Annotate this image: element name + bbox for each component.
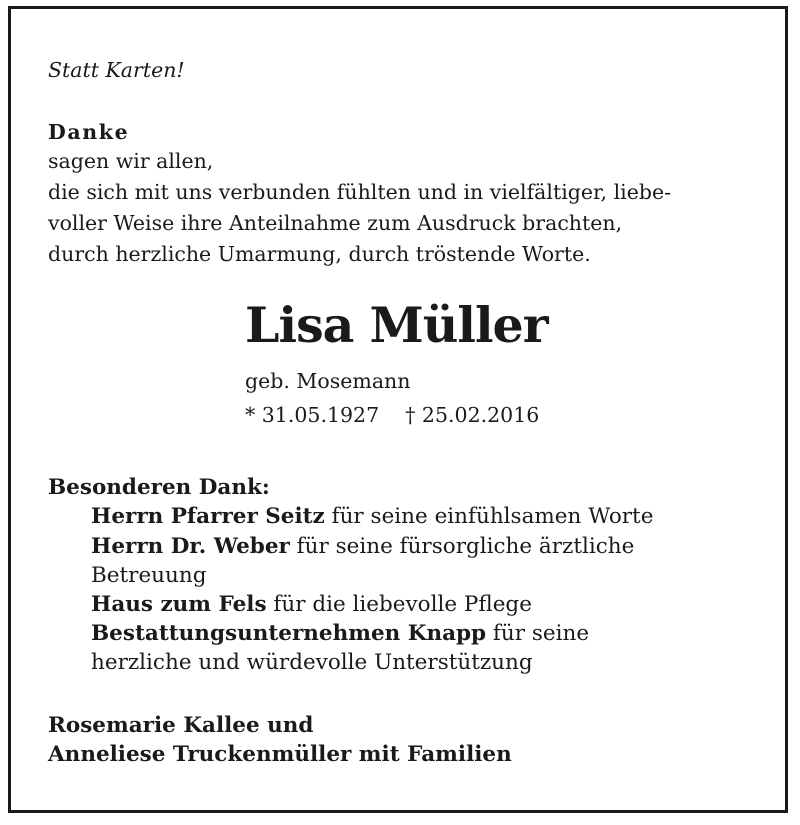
- signature-line: [48, 711, 313, 740]
- thanks-entry-text: für seine fürsorgliche ärztliche: [289, 534, 635, 559]
- thanks-heading: Danke: [48, 120, 130, 144]
- deceased-name: Lisa Müller: [245, 296, 548, 354]
- intro-line: die sich mit uns verbunden fühlten und in vielfältiger, liebe-: [48, 180, 672, 204]
- thanks-entry: [91, 590, 532, 619]
- thanks-entry-continuation: Betreuung: [91, 563, 207, 588]
- thanks-entry: [91, 532, 634, 561]
- maiden-name: geb. Mosemann: [245, 369, 411, 393]
- thanks-entry-text: für seine: [486, 621, 590, 646]
- thanks-entry-text: für die liebevolle Pflege: [266, 592, 532, 617]
- signature-line: [48, 740, 512, 769]
- thanks-entry: [91, 619, 589, 648]
- thanks-entry-continuation: herzliche und würdevolle Unterstützung: [91, 650, 533, 675]
- thanks-entry-name: Bestattungsunternehmen Knapp: [91, 621, 487, 646]
- death-date: † 25.02.2016: [405, 403, 540, 427]
- thanks-entry-name: Herrn Pfarrer Seitz: [91, 504, 325, 529]
- life-dates: [245, 401, 539, 429]
- intro-line: durch herzliche Umarmung, durch tröstende Worte.: [48, 242, 591, 266]
- thanks-entry: [91, 502, 653, 531]
- thanks-entry-name: Haus zum Fels: [91, 592, 267, 617]
- special-thanks-heading-text: Besonderen Dank:: [48, 475, 270, 500]
- birth-date: * 31.05.1927: [245, 403, 380, 427]
- thanks-entry-text: für seine einfühlsamen Worte: [324, 504, 654, 529]
- thanks-entry-name: Herrn Dr. Weber: [91, 534, 290, 559]
- signature-text: Anneliese Truckenmüller mit Familien: [48, 742, 512, 767]
- notice-header: Statt Karten!: [48, 58, 185, 82]
- signature-text: Rosemarie Kallee und: [48, 713, 314, 738]
- intro-line: voller Weise ihre Anteilnahme zum Ausdruck brachten,: [48, 211, 623, 235]
- intro-line: sagen wir allen,: [48, 149, 214, 173]
- special-thanks-heading: [48, 473, 270, 502]
